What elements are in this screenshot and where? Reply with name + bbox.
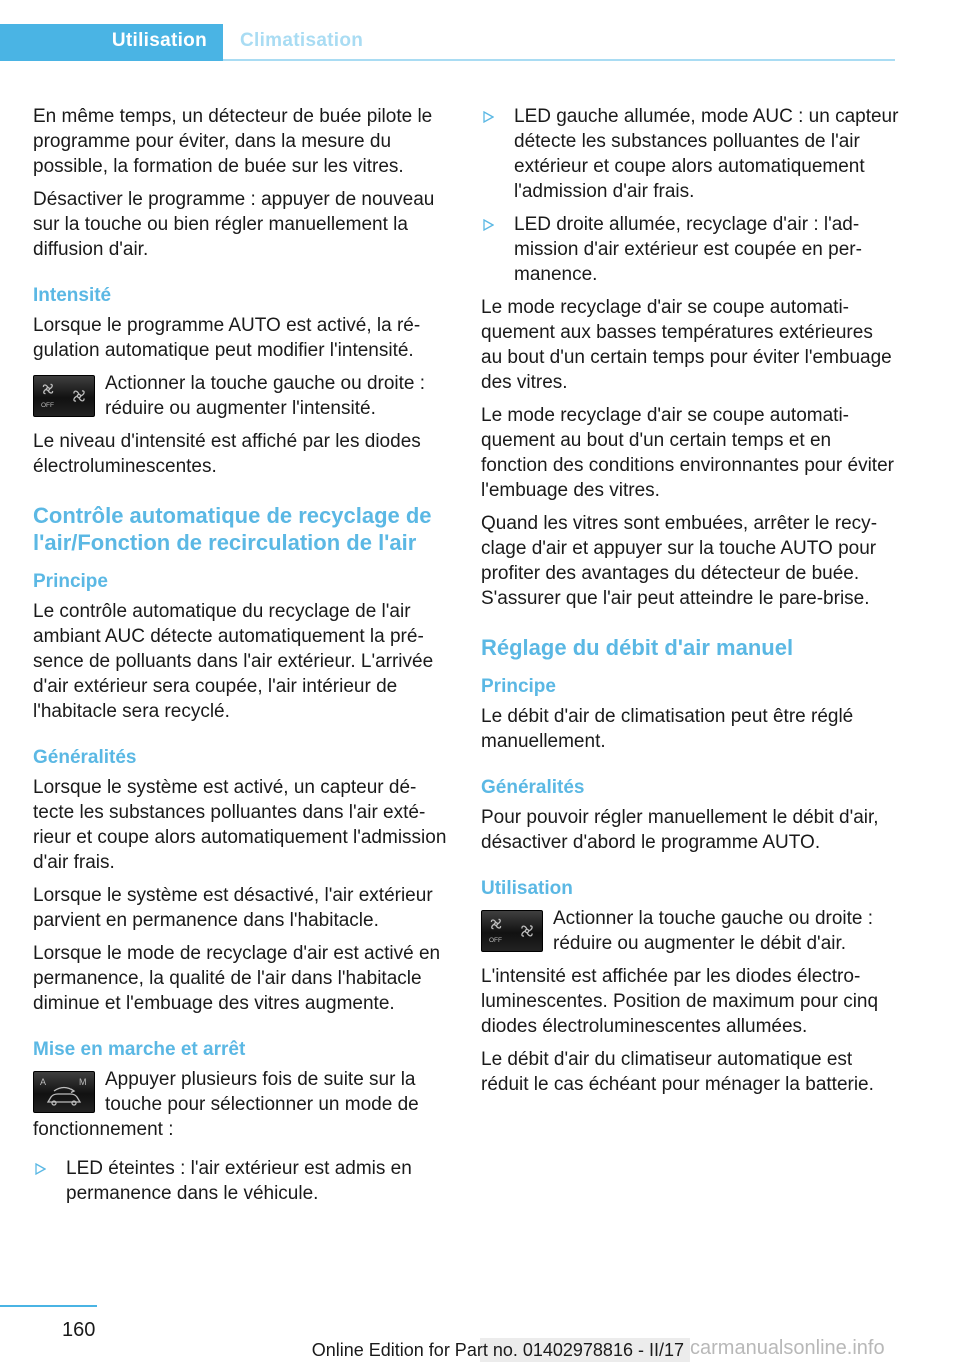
heading-debit-air: Réglage du débit d'air manuel [481, 635, 794, 660]
paragraph: Désactiver le programme : appuyer de nouveau sur la touche ou bien régler manuellement la diffusion d'air. [33, 189, 435, 260]
header-section-tab [0, 24, 223, 61]
heading-principe: Principe [33, 571, 108, 592]
bullet-triangle-icon [483, 111, 494, 123]
watermark: carmanualsonline.info [690, 1337, 885, 1359]
header-section-label: Utilisation [111, 30, 207, 51]
paragraph: Lorsque le mode de recyclage d'air est activé en permanence, la qualité de l'air dans l'habitacle diminue et l'embuage des vitres augmente. [33, 943, 441, 1014]
header-rule [223, 59, 895, 61]
paragraph: Le mode recyclage d'air se coupe automatiquement aux basses températures extérieures au bout d'un certain temps pour éviter l'embuage des vitres. [481, 297, 892, 393]
left-column [33, 104, 451, 1214]
list-item-text: LED gauche allumée, mode AUC : un capteur détecte les substances polluantes de l'air extérieur et coupe alors automatiquement l'admission d'air frais. [514, 106, 899, 202]
key-instruction-recirculation [33, 1067, 451, 1142]
svg-text:A: A [40, 1077, 47, 1087]
svg-text:M: M [79, 1077, 87, 1087]
heading-intensite: Intensité [33, 285, 112, 306]
key-instruction-text: Actionner la touche gauche ou droite : réduire ou augmenter l'intensité. [105, 373, 426, 419]
key-instruction-text: Appuyer plusieurs fois de suite sur la touche pour sélectionner un mode de fonctionnement : [33, 1069, 419, 1140]
page-header [0, 24, 895, 61]
recirculation-key-icon [33, 1071, 95, 1113]
right-column [481, 104, 899, 1105]
svg-text:OFF: OFF [41, 402, 54, 409]
heading-mise-en-marche: Mise en marche et arrêt [33, 1039, 246, 1060]
paragraph: Le contrôle automatique du recyclage de l'air ambiant AUC détecte automatiquement la présence de polluants dans l'air extérieur. L'arrivée d'air extérieur sera coupée, l'air intérieur de l'habitacle sera recyclé. [33, 601, 434, 722]
heading-generalites: Généralités [33, 747, 137, 768]
heading-auc: Contrôle automatique de recyclage de l'air/Fonction de recirculation de l'air [33, 503, 432, 555]
paragraph: Le niveau d'intensité est affiché par les diodes électroluminescentes. [33, 431, 421, 477]
list-item [33, 1156, 451, 1206]
bullet-triangle-icon [483, 219, 494, 231]
svg-text:OFF: OFF [489, 937, 502, 944]
paragraph: Quand les vitres sont embuées, arrêter le recyclage d'air et appuyer sur la touche AUTO pour profiter des avantages du détecteur de buée. S'assurer que l'air peut atteindre le pare-brise. [481, 513, 878, 609]
paragraph: Le mode recyclage d'air se coupe automatiquement au bout d'un certain temps et en fonction des conditions environnantes pour éviter l'embuage des vitres. [481, 405, 894, 501]
key-instruction-airflow [481, 906, 899, 956]
paragraph: Le débit d'air du climatiseur automatique est réduit le cas échéant pour ménager la batterie. [481, 1049, 874, 1095]
paragraph: Lorsque le système est activé, un capteur détecte les substances polluantes dans l'air extérieur et coupe alors automatiquement l'admission d'air frais. [33, 777, 447, 873]
heading-principe: Principe [481, 676, 556, 697]
bullet-triangle-icon [35, 1163, 46, 1175]
paragraph: Lorsque le système est désactivé, l'air extérieur parvient en permanence dans l'habitacle. [33, 885, 433, 931]
edition-text: Online Edition for Part no. 01402978816 - II/17 [311, 1340, 684, 1360]
paragraph: Pour pouvoir régler manuellement le débit d'air, désactiver d'abord le programme AUTO. [481, 807, 879, 853]
heading-generalites: Généralités [481, 777, 585, 798]
page-number: 160 [62, 1319, 96, 1341]
list-item [481, 104, 899, 204]
bullet-list [33, 1156, 451, 1206]
fan-off-key-icon [33, 375, 95, 417]
header-chapter-label: Climatisation [240, 30, 364, 51]
list-item [481, 212, 899, 287]
key-instruction-intensity [33, 371, 451, 421]
list-item-text: LED droite allumée, recyclage d'air : l'admission d'air extérieur est coupée en permanence. [514, 214, 862, 285]
key-instruction-text: Actionner la touche gauche ou droite : réduire ou augmenter le débit d'air. [553, 908, 874, 954]
list-item-text: LED éteintes : l'air extérieur est admis en permanence dans le véhicule. [66, 1158, 412, 1204]
fan-off-key-icon [481, 910, 543, 952]
paragraph: Le débit d'air de climatisation peut être réglé manuellement. [481, 706, 854, 752]
paragraph: En même temps, un détecteur de buée pilote le programme pour éviter, dans la mesure du possible, la formation de buée sur les vitres. [33, 106, 433, 177]
heading-utilisation: Utilisation [481, 878, 573, 899]
bullet-list [481, 104, 899, 287]
footer-rule [0, 1305, 97, 1307]
paragraph: L'intensité est affichée par les diodes électroluminescentes. Position de maximum pour cinq diodes électroluminescentes allumées. [481, 966, 879, 1037]
edition-bar [311, 1338, 690, 1362]
paragraph: Lorsque le programme AUTO est activé, la régulation automatique peut modifier l'intensité. [33, 315, 421, 361]
